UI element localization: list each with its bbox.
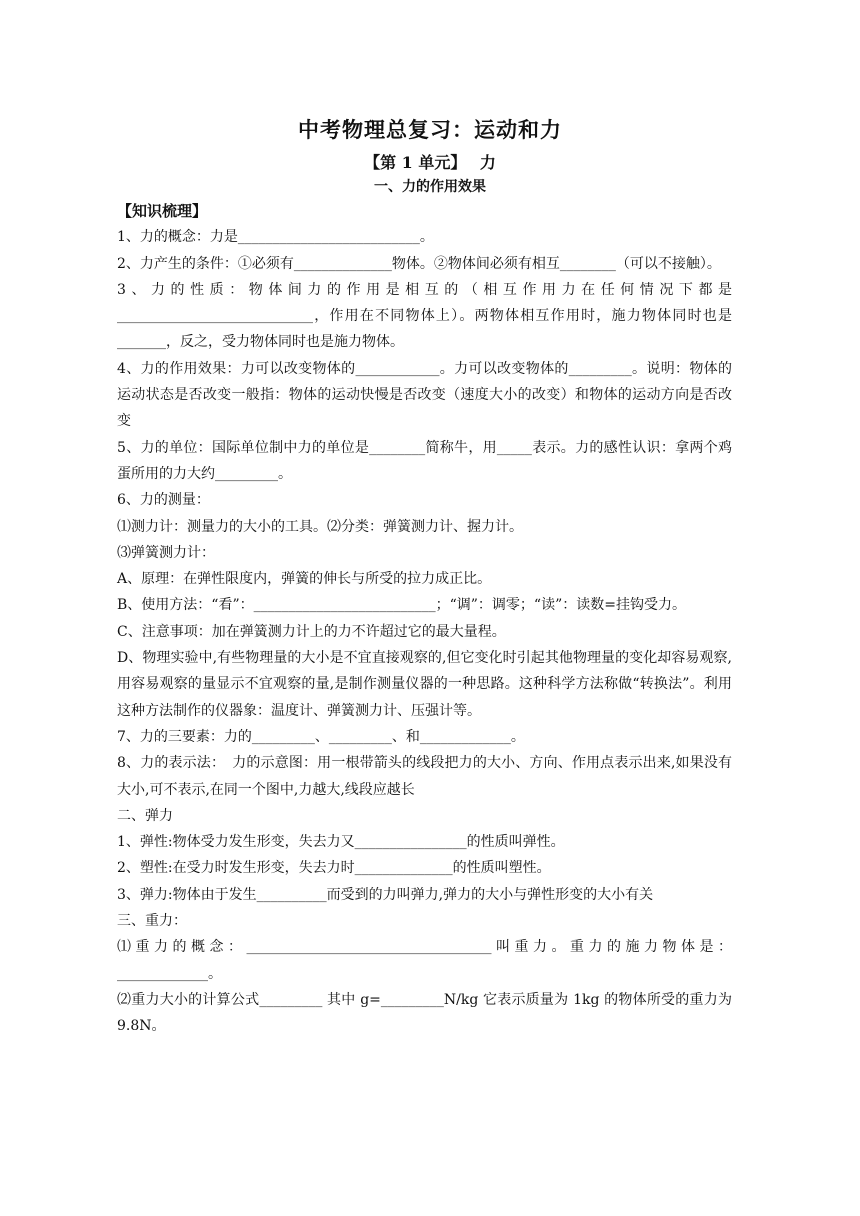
knowledge-heading: 【知识梳理】: [117, 202, 208, 220]
paragraph: 8、力的表示法： 力的示意图：用一根带箭头的线段把力的大小、方向、作用点表示出来,如果没有大小,可不表示,在同一个图中,力越大,线段应越长: [117, 755, 732, 798]
paragraph: D、物理实验中,有些物理量的大小是不宜直接观察的,但它变化时引起其他物理量的变化却容易观察,用容易观察的量显示不宜观察的量,是制作测量仪器的一种思路。这种科学方法称做“转换法”。利用这种方法制作的仪器象：温度计、弹簧测力计、压强计等。: [117, 650, 732, 719]
paragraph: ⑴测力计：测量力的大小的工具。⑵分类：弹簧测力计、握力计。: [117, 518, 523, 535]
paragraph: 1、力的概念：力是__________________________。: [117, 229, 434, 246]
paragraph: 3、力的性质：物体间力的作用是相互的（相互作用力在任何情况下都是____________________________，作用在不同物体上）。两物体相互作用时，施力物体同时也是_______，反之，受力物体同时也是施力物体。: [117, 281, 732, 351]
paragraph: 7、力的三要素：力的_________、_________、和_____________。: [117, 728, 525, 745]
paragraph: 3、弹力:物体由于发生__________而受到的力叫弹力,弹力的大小与弹性形变的大小有关: [117, 886, 654, 903]
paragraph: B、使用方法：“看”：__________________________；“调”：调零；“读”：读数=挂钩受力。: [117, 597, 686, 614]
paragraph: 5、力的单位：国际单位制中力的单位是________简称牛，用_____表示。力的感性认识：拿两个鸡蛋所用的力大约_________。: [117, 439, 732, 482]
document-body: [117, 198, 732, 1040]
paragraph: 1、弹性:物体受力发生形变，失去力又________________的性质叫弹性。: [117, 834, 565, 851]
paragraph: 2、力产生的条件：①必须有______________物体。②物体间必须有相互________（可以不接触）。: [117, 255, 721, 272]
paragraph: 4、力的作用效果：力可以改变物体的____________。力可以改变物体的_________。说明：物体的运动状态是否改变一般指：物体的运动快慢是否改变（速度大小的改变）和物体的运动方向是否改变: [117, 360, 732, 430]
paragraph: ⑴重力的概念：___________________________________叫重力。重力的施力物体是：_____________。: [117, 939, 732, 982]
paragraph: 三、重力：: [117, 913, 187, 930]
paragraph: 6、力的测量：: [117, 492, 210, 509]
paragraph: 二、弹力: [117, 807, 173, 824]
paragraph: ⑶弹簧测力计：: [117, 544, 215, 561]
unit-heading: 【第 1 单元】 力: [364, 153, 496, 172]
document-title: 中考物理总复习：运动和力: [298, 118, 562, 142]
paragraph: ⑵重力大小的计算公式_________ 其中 g=_________N/kg 它表示质量为 1kg 的物体所受的重力为 9.8N。: [117, 991, 732, 1035]
section-heading: 一、力的作用效果: [374, 179, 486, 195]
paragraph: C、注意事项：加在弹簧测力计上的力不许超过它的最大量程。: [117, 623, 506, 640]
paragraph: 2、塑性:在受力时发生形变，失去力时______________的性质叫塑性。: [117, 860, 551, 877]
paragraph: A、原理：在弹性限度内，弹簧的伸长与所受的拉力成正比。: [117, 571, 492, 588]
